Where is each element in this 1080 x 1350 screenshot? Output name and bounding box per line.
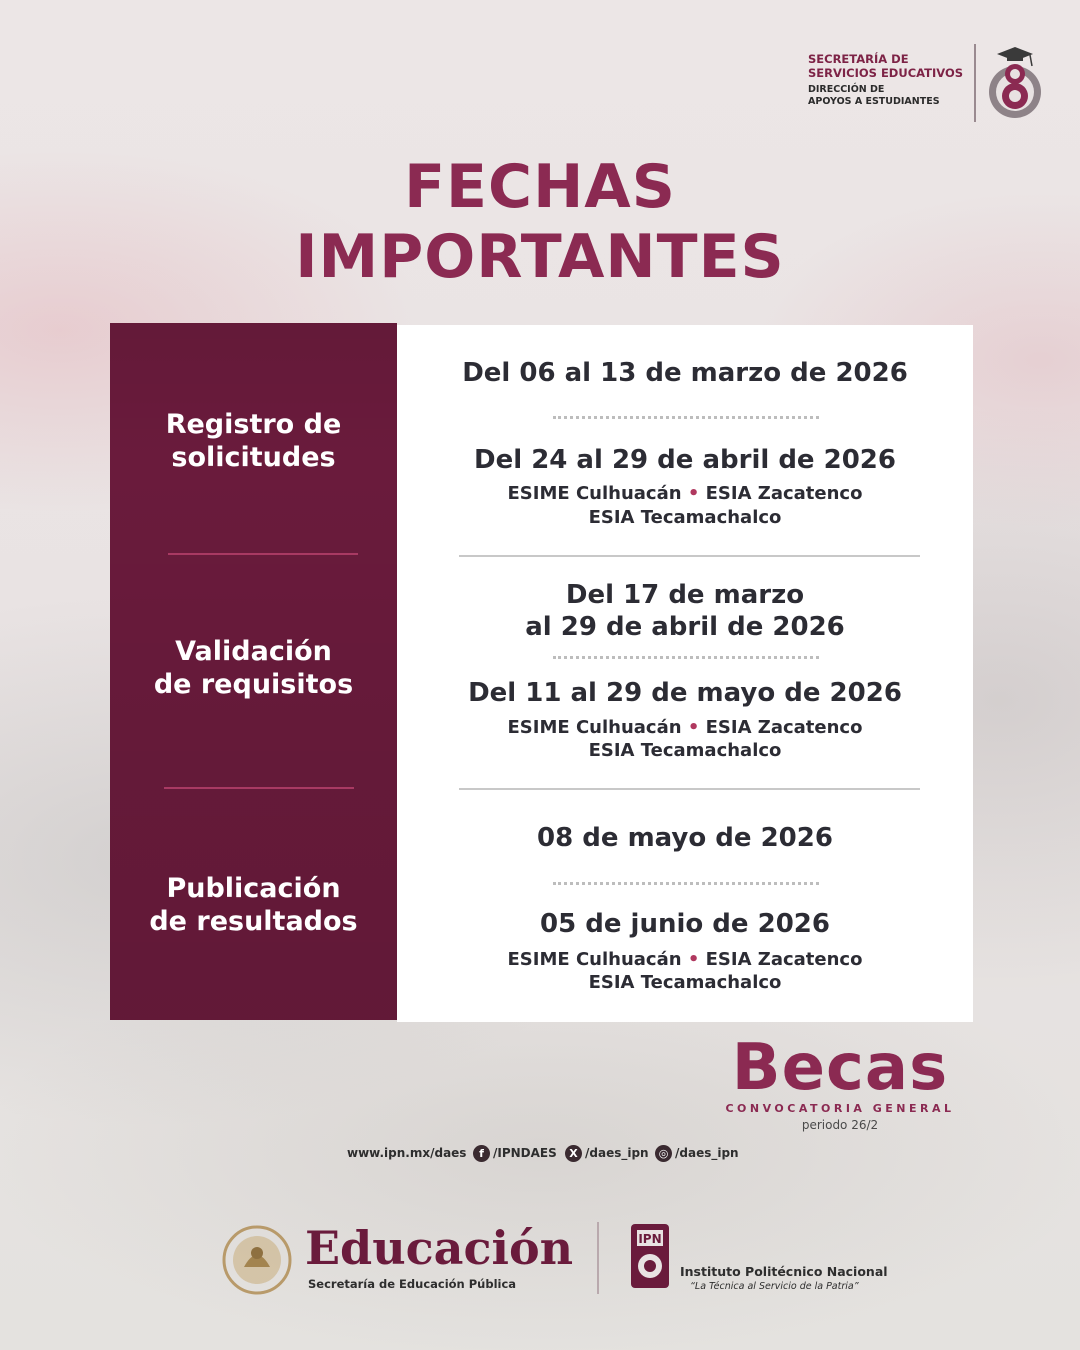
facebook-handle: /IPNDAES [493, 1146, 557, 1160]
date-registro-2: Del 24 al 29 de abril de 2026 [474, 445, 896, 475]
daes-header-logo [808, 44, 1048, 126]
instagram-handle: /daes_ipn [675, 1146, 739, 1160]
ipn-motto: “La Técnica al Servicio de la Patria” [690, 1281, 859, 1292]
school-name: ESIA Tecamachalco [588, 740, 782, 761]
school-name: ESIA Zacatenco [705, 483, 863, 504]
instagram-icon: ◎ [655, 1145, 672, 1162]
date-publicacion-2: 05 de junio de 2026 [540, 909, 830, 939]
row-label-line: de resultados [149, 906, 358, 937]
row-label-line: solicitudes [171, 442, 336, 473]
x-link[interactable] [565, 1143, 649, 1163]
bullet-separator: • [687, 483, 700, 504]
left-row-divider [168, 553, 358, 555]
facebook-link[interactable] [473, 1143, 557, 1163]
school-name: ESIME Culhuacán [507, 483, 682, 504]
facebook-icon: f [473, 1145, 490, 1162]
date-validacion-1a: Del 17 de marzo [565, 580, 805, 610]
ipn-name: Instituto Politécnico Nacional [680, 1264, 888, 1279]
date-validacion-2: Del 11 al 29 de mayo de 2026 [468, 678, 902, 708]
row-label-line: de requisitos [153, 669, 354, 700]
row-label-line: Publicación [166, 873, 341, 904]
school-name: ESIME Culhuacán [507, 717, 682, 738]
becas-logo [720, 1031, 960, 1134]
date-publicacion-1: 08 de mayo de 2026 [537, 823, 833, 853]
page-title [0, 152, 1080, 292]
header-line-1: SECRETARÍA DE [808, 52, 909, 66]
date-validacion-1b: al 29 de abril de 2026 [525, 612, 845, 642]
row-label-publicacion [110, 872, 397, 938]
dotted-divider [553, 416, 819, 419]
school-name: ESIA Zacatenco [705, 717, 863, 738]
right-row-divider [459, 788, 920, 790]
website-link[interactable]: www.ipn.mx/daes [347, 1146, 467, 1160]
header-line-4: APOYOS A ESTUDIANTES [808, 96, 940, 107]
becas-subtitle: CONVOCATORIA GENERAL [725, 1102, 955, 1115]
date-registro-1: Del 06 al 13 de marzo de 2026 [462, 358, 908, 388]
ipn-logo-icon [627, 1222, 673, 1292]
school-name: ESIA Tecamachalco [588, 507, 782, 528]
header-divider [974, 44, 976, 122]
school-name: ESIME Culhuacán [507, 949, 682, 970]
becas-word: Becas [731, 1031, 949, 1105]
graduation-emblem-icon [982, 44, 1048, 122]
header-line-2: SERVICIOS EDUCATIVOS [808, 66, 964, 80]
bullet-separator: • [687, 717, 700, 738]
row-label-line: Validación [175, 636, 332, 667]
schools-line [397, 948, 973, 971]
row-label-registro [110, 408, 397, 474]
right-row-divider [459, 555, 920, 557]
educacion-logo-word: Educación [305, 1221, 574, 1275]
schools-line [397, 716, 973, 739]
dotted-divider [553, 882, 819, 885]
x-icon: X [565, 1145, 582, 1162]
footer-divider [597, 1222, 599, 1294]
instagram-link[interactable] [655, 1143, 739, 1163]
school-name: ESIA Zacatenco [705, 949, 863, 970]
header-text [808, 52, 972, 108]
bullet-separator: • [687, 949, 700, 970]
schools-line [397, 482, 973, 505]
row-label-validacion [110, 635, 397, 701]
row-label-line: Registro de [165, 409, 342, 440]
school-name: ESIA Tecamachalco [588, 972, 782, 993]
title-line-2: IMPORTANTES [295, 222, 785, 292]
header-line-3: DIRECCIÓN DE [808, 84, 885, 95]
sep-name: Secretaría de Educación Pública [308, 1277, 517, 1291]
mexico-seal-icon [222, 1225, 292, 1295]
left-row-divider [164, 787, 354, 789]
title-line-1: FECHAS [404, 152, 676, 222]
becas-period: periodo 26/2 [801, 1118, 879, 1132]
dotted-divider [553, 656, 819, 659]
x-handle: /daes_ipn [585, 1146, 649, 1160]
svg-text:IPN: IPN [638, 1232, 662, 1246]
